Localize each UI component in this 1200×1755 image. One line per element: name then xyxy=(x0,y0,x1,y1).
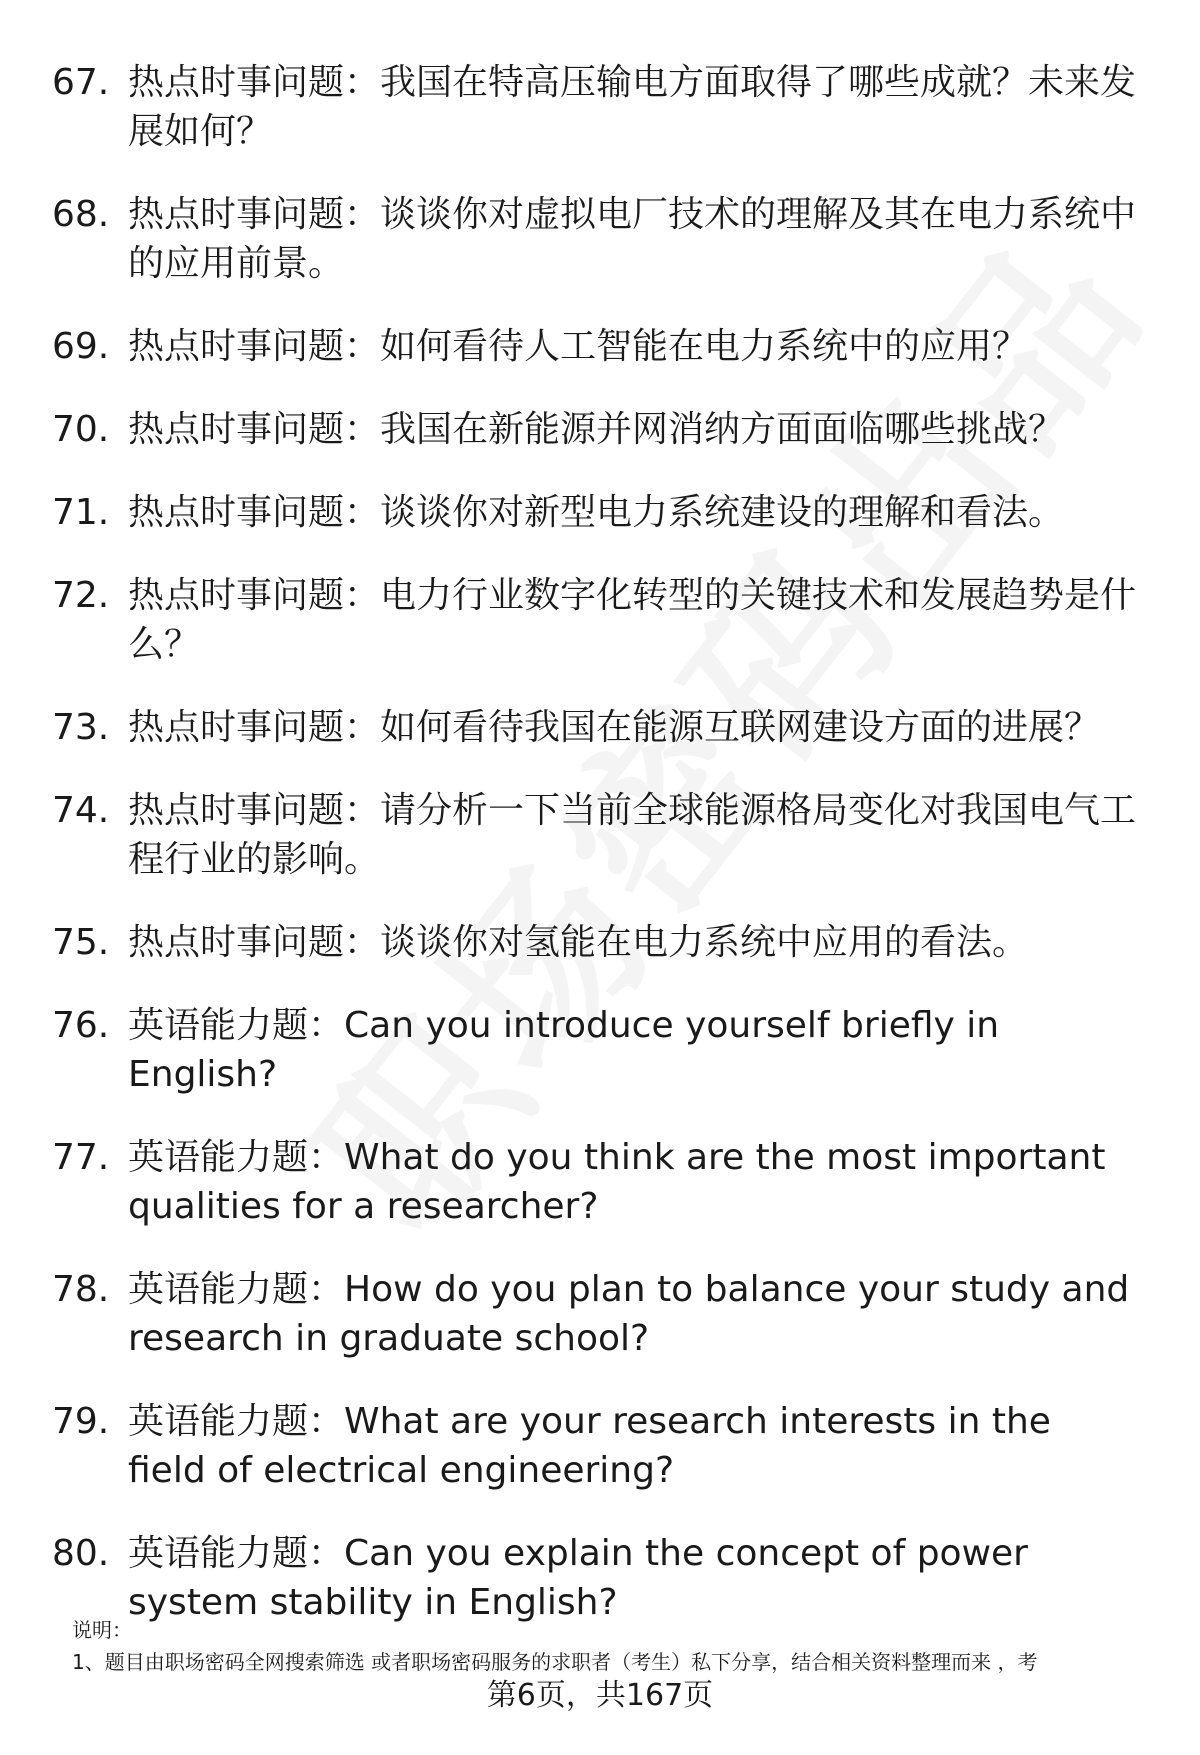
question-item xyxy=(52,703,1140,752)
notes-line: 1、题目由职场密码全网搜索筛选 或者职场密码服务的求职者（考生）私下分享，结合相关资料整理而来 ，考 xyxy=(72,1650,1038,1674)
question-number: 74. xyxy=(52,790,110,831)
question-number: 77. xyxy=(52,1137,110,1178)
question-number: 76. xyxy=(52,1005,110,1046)
page-number: 第6页，共167页 xyxy=(486,1678,714,1713)
question-number: 80. xyxy=(52,1533,110,1574)
question-item xyxy=(52,1397,1140,1495)
question-item xyxy=(52,786,1140,884)
question-item xyxy=(52,405,1140,454)
question-number: 69. xyxy=(52,326,110,367)
question-text: 热点时事问题：电力行业数字化转型的关键技术和发展趋势是什么？ xyxy=(128,575,1137,665)
question-number: 71. xyxy=(52,492,110,533)
question-text: 热点时事问题：如何看待我国在能源互联网建设方面的进展？ xyxy=(128,707,1101,748)
notes-section xyxy=(72,1614,1152,1678)
question-item xyxy=(52,571,1140,669)
question-number: 68. xyxy=(52,194,110,235)
question-number: 70. xyxy=(52,409,110,450)
question-text: 热点时事问题：谈谈你对新型电力系统建设的理解和看法。 xyxy=(128,492,1065,533)
question-number: 79. xyxy=(52,1401,110,1442)
question-text: 热点时事问题：谈谈你对氢能在电力系统中应用的看法。 xyxy=(128,922,1029,963)
question-text: 热点时事问题：谈谈你对虚拟电厂技术的理解及其在电力系统中的应用前景。 xyxy=(128,194,1137,284)
question-text: 英语能力题：What are your research interests in the field of electrical engineering? xyxy=(128,1401,1051,1491)
question-text: 热点时事问题：我国在特高压输电方面取得了哪些成就？未来发展如何？ xyxy=(128,62,1137,152)
question-number: 72. xyxy=(52,575,110,616)
question-text: 英语能力题：What do you think are the most important qualities for a researcher? xyxy=(128,1137,1106,1227)
question-item xyxy=(52,1001,1140,1099)
question-number: 67. xyxy=(52,62,110,103)
question-text: 热点时事问题：如何看待人工智能在电力系统中的应用？ xyxy=(128,326,1029,367)
question-text: 英语能力题：Can you introduce yourself briefly in English? xyxy=(128,1005,1000,1095)
question-text: 热点时事问题：我国在新能源并网消纳方面面临哪些挑战？ xyxy=(128,409,1065,450)
question-item xyxy=(52,488,1140,537)
question-number: 73. xyxy=(52,707,110,748)
question-text: 英语能力题：How do you plan to balance your study and research in graduate school? xyxy=(128,1269,1130,1359)
question-item xyxy=(52,190,1140,288)
question-number: 78. xyxy=(52,1269,110,1310)
question-text: 英语能力题：Can you explain the concept of power system stability in English? xyxy=(128,1533,1028,1623)
question-item xyxy=(52,1265,1140,1363)
question-item xyxy=(52,322,1140,371)
question-item xyxy=(52,1529,1140,1627)
question-item xyxy=(52,918,1140,967)
question-item xyxy=(52,1133,1140,1231)
notes-title: 说明： xyxy=(72,1618,132,1642)
question-list xyxy=(0,58,1200,1661)
question-number: 75. xyxy=(52,922,110,963)
question-item xyxy=(52,58,1140,156)
question-text: 热点时事问题：请分析一下当前全球能源格局变化对我国电气工程行业的影响。 xyxy=(128,790,1137,880)
